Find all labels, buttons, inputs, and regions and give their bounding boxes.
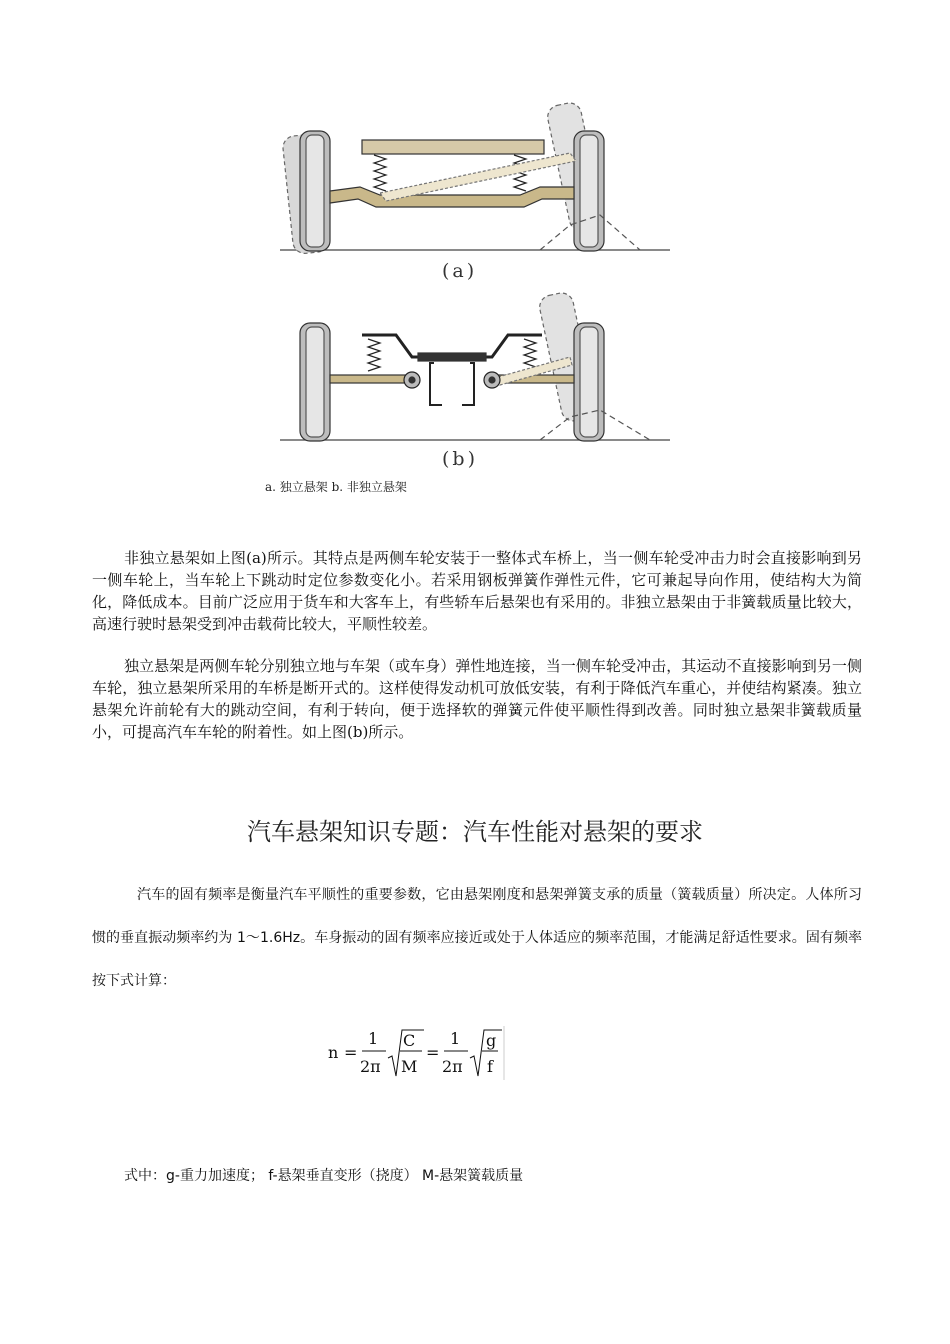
right-spring-b	[524, 339, 536, 371]
formula-g: g	[486, 1031, 497, 1050]
axle-a	[330, 187, 574, 207]
formula-f: f	[487, 1057, 493, 1076]
formula-one-2: 1	[450, 1029, 461, 1048]
paragraph-non-independent: 非独立悬架如上图(a)所示。其特点是两侧车轮安装于一整体式车桥上，当一侧车轮受冲击力时会直接影响到另一侧车轮上，当车轮上下跳动时定位参数变化小。若采用钢板弹簧作弹性元件，它可兼起导向作用，使结构大为简化，降低成本。目前广泛应用于货车和大客车上，有些轿车后悬架也有采用的。非独立悬架由于非簧载质量比较大，高速行驶时悬架受到冲击载荷比较大，平顺性较差。	[92, 549, 862, 633]
left-arm-b	[330, 375, 412, 383]
diagram-a	[280, 101, 670, 255]
paragraph-independent: 独立悬架是两侧车轮分别独立地与车架（或车身）弹性地连接，当一侧车轮受冲击，其运动不直接影响到另一侧车轮，独立悬架所采用的车桥是断开式的。这样使得发动机可放低安装，有利于降低汽车重心，并使结构紧凑。独立悬架允许前轮有大的跳动空间，有利于转向，便于选择软的弹簧元件使平顺性得到改善。同时独立悬架非簧载质量小，可提高汽车车轮的附着性。如上图(b)所示。	[92, 657, 862, 741]
left-spring-a	[374, 155, 386, 191]
formula-C: C	[403, 1031, 416, 1050]
formula-2pi-1: 2π	[360, 1057, 381, 1076]
frequency-formula	[326, 1022, 506, 1084]
diagram-b	[280, 291, 670, 441]
formula-legend: 式中：g-重力加速度； f-悬架垂直变形（挠度） M-悬架簧载质量	[124, 1168, 524, 1184]
crossmember-b	[418, 353, 486, 361]
figure-caption: a. 独立悬架 b. 非独立悬架	[265, 480, 407, 494]
suspension-figure	[270, 95, 690, 475]
suspension-diagram	[270, 95, 690, 475]
formula-M: M	[401, 1057, 418, 1076]
formula-eq1: =	[344, 1043, 358, 1062]
label-b: (b)	[442, 448, 478, 470]
formula-2pi-2: 2π	[442, 1057, 463, 1076]
left-spring-b	[368, 339, 380, 371]
paragraph-natural-frequency: 汽车的固有频率是衡量汽车平顺性的重要参数，它由悬架刚度和悬架弹簧支承的质量（簧载质量）所决定。人体所习惯的垂直振动频率约为 1～1.6Hz。车身振动的固有频率应接近或处于人体适应的频率范围，才能满足舒适性要求。固有频率按下式计算：	[92, 887, 862, 989]
label-a: (a)	[442, 260, 478, 282]
formula-eq2: =	[426, 1043, 440, 1062]
formula-one-1: 1	[368, 1029, 379, 1048]
formula-n: n	[328, 1043, 339, 1062]
section-heading: 汽车悬架知识专题：汽车性能对悬架的要求	[247, 818, 703, 846]
frame-bar-a	[362, 140, 544, 154]
